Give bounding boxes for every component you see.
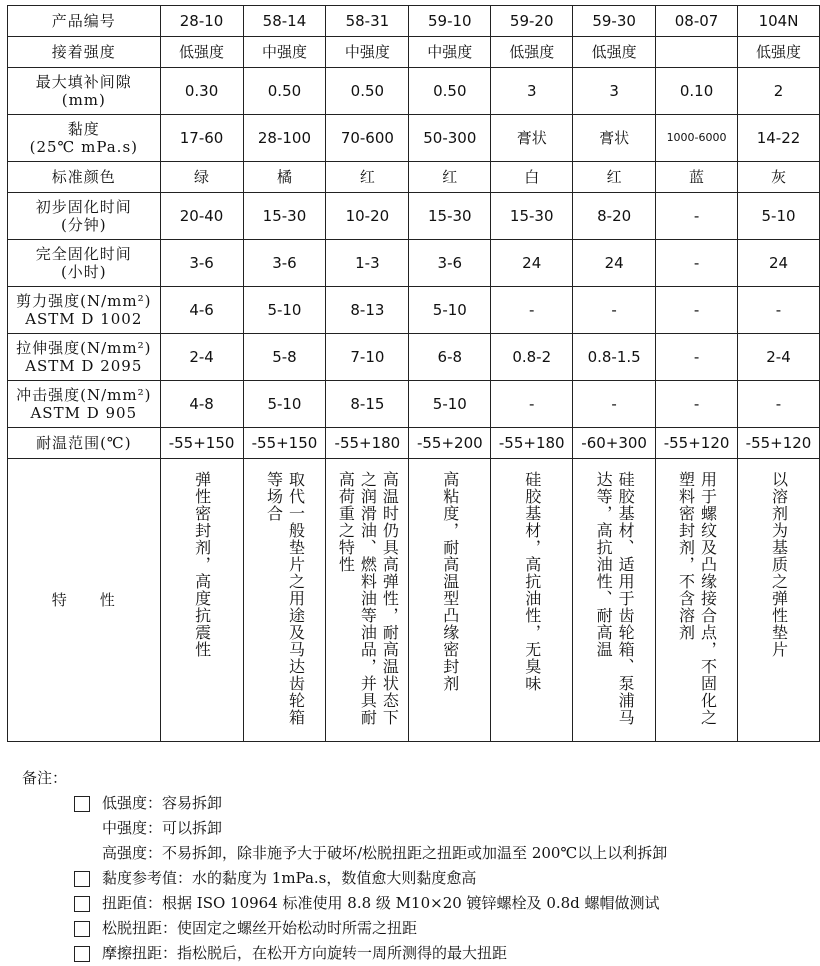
table-row bbox=[8, 240, 820, 287]
note-text: 摩擦扭距：指松脱后，在松开方向旋转一周所测得的最大扭距 bbox=[102, 944, 508, 962]
notes-section bbox=[22, 766, 667, 966]
feature-cell bbox=[491, 459, 573, 742]
row-label-line: (mm) bbox=[61, 91, 106, 109]
feature-cell bbox=[573, 459, 656, 742]
table-row bbox=[8, 334, 820, 381]
row-label-line: 剪力强度(N/mm²) bbox=[16, 292, 152, 310]
table-cell: 0.50 bbox=[409, 68, 491, 115]
table-cell: 15-30 bbox=[491, 193, 573, 240]
row-label bbox=[8, 115, 161, 162]
feature-cell bbox=[326, 459, 409, 742]
row-label-line: 黏度 bbox=[67, 120, 100, 138]
table-cell: 中强度 bbox=[409, 37, 491, 68]
row-label-line: 拉伸强度(N/mm²) bbox=[16, 339, 152, 357]
checkbox-icon bbox=[74, 796, 90, 812]
row-label-line: (小时) bbox=[60, 263, 107, 281]
checkbox-icon bbox=[74, 896, 90, 912]
table-cell: - bbox=[573, 287, 656, 334]
note-item bbox=[22, 791, 667, 816]
feature-cell bbox=[243, 459, 326, 742]
header-label: 产品编号 bbox=[8, 6, 161, 37]
table-cell: 14-22 bbox=[738, 115, 820, 162]
row-label bbox=[8, 334, 161, 381]
feature-text: 高粘度，耐高温型凸缘密封剂 bbox=[440, 471, 460, 692]
table-cell: -55+120 bbox=[656, 428, 738, 459]
table-cell: - bbox=[573, 381, 656, 428]
table-cell: 橘 bbox=[243, 162, 326, 193]
feature-text: 以溶剂为基质之弹性垫片 bbox=[769, 471, 789, 658]
table-cell: - bbox=[656, 287, 738, 334]
feature-text: 用于螺纹及凸缘接合点，不固化之塑料密封剂，不含溶剂 bbox=[676, 471, 718, 726]
table-cell: 3 bbox=[573, 68, 656, 115]
table-cell: - bbox=[738, 381, 820, 428]
table-cell: 28-100 bbox=[243, 115, 326, 162]
row-label bbox=[8, 37, 161, 68]
table-cell: -55+150 bbox=[243, 428, 326, 459]
table-row bbox=[8, 68, 820, 115]
table-cell: 4-6 bbox=[160, 287, 243, 334]
product-code: 08-07 bbox=[656, 6, 738, 37]
table-row bbox=[8, 162, 820, 193]
table-cell: 灰 bbox=[738, 162, 820, 193]
table-cell: 3-6 bbox=[243, 240, 326, 287]
checkbox-icon bbox=[74, 946, 90, 962]
table-cell: 70-600 bbox=[326, 115, 409, 162]
row-label-line: 初步固化时间 bbox=[35, 198, 132, 216]
note-item bbox=[22, 941, 667, 966]
table-cell: -60+300 bbox=[573, 428, 656, 459]
row-label bbox=[8, 193, 161, 240]
header-row bbox=[8, 6, 820, 37]
feature-cell bbox=[738, 459, 820, 742]
table-cell: 2-4 bbox=[160, 334, 243, 381]
table-cell: 3-6 bbox=[409, 240, 491, 287]
table-cell: -55+180 bbox=[326, 428, 409, 459]
note-text: 扭距值：根据 ISO 10964 标准使用 8.8 级 M10×20 镀锌螺栓及 0.8d 螺帽做测试 bbox=[102, 894, 660, 912]
table-cell: 24 bbox=[573, 240, 656, 287]
table-cell bbox=[656, 37, 738, 68]
row-label-line: ASTM D 905 bbox=[30, 404, 138, 422]
table-cell: 15-30 bbox=[409, 193, 491, 240]
table-cell: 0.8-2 bbox=[491, 334, 573, 381]
row-label bbox=[8, 68, 161, 115]
table-cell: 5-10 bbox=[738, 193, 820, 240]
table-cell: 50-300 bbox=[409, 115, 491, 162]
table-cell: 4-8 bbox=[160, 381, 243, 428]
table-cell: 1000-6000 bbox=[656, 115, 738, 162]
notes-title: 备注： bbox=[22, 769, 68, 787]
table-cell: - bbox=[656, 240, 738, 287]
note-item bbox=[22, 841, 667, 866]
note-item bbox=[22, 866, 667, 891]
product-code: 104N bbox=[738, 6, 820, 37]
table-cell: 膏状 bbox=[491, 115, 573, 162]
table-cell: 3-6 bbox=[160, 240, 243, 287]
row-label-line: 完全固化时间 bbox=[35, 245, 132, 263]
table-cell: - bbox=[656, 334, 738, 381]
checkbox-icon bbox=[74, 871, 90, 887]
table-cell: 红 bbox=[326, 162, 409, 193]
features-row bbox=[8, 459, 820, 742]
product-code: 59-20 bbox=[491, 6, 573, 37]
note-text: 高强度：不易拆卸，除非施予大于破坏/松脱扭距之扭距或加温至 200℃以上以利拆卸 bbox=[102, 844, 668, 862]
table-cell: 0.8-1.5 bbox=[573, 334, 656, 381]
table-cell: 0.10 bbox=[656, 68, 738, 115]
table-cell: 5-8 bbox=[243, 334, 326, 381]
table-cell: 中强度 bbox=[243, 37, 326, 68]
table-cell: 17-60 bbox=[160, 115, 243, 162]
table-cell: 膏状 bbox=[573, 115, 656, 162]
table-cell: -55+150 bbox=[160, 428, 243, 459]
note-text: 中强度：可以拆卸 bbox=[102, 819, 223, 837]
table-cell: 15-30 bbox=[243, 193, 326, 240]
spec-table bbox=[7, 5, 820, 742]
table-cell: 5-10 bbox=[243, 287, 326, 334]
table-cell: 低强度 bbox=[738, 37, 820, 68]
product-code: 28-10 bbox=[160, 6, 243, 37]
table-cell: -55+120 bbox=[738, 428, 820, 459]
table-cell: 8-13 bbox=[326, 287, 409, 334]
row-label-line: 接着强度 bbox=[51, 43, 116, 61]
table-cell: 3 bbox=[491, 68, 573, 115]
table-cell: 低强度 bbox=[160, 37, 243, 68]
table-cell: 白 bbox=[491, 162, 573, 193]
row-label bbox=[8, 287, 161, 334]
feature-text: 取代一般垫片之用途及马达齿轮箱等场合 bbox=[264, 471, 306, 726]
table-cell: 20-40 bbox=[160, 193, 243, 240]
table-row bbox=[8, 287, 820, 334]
checkbox-icon bbox=[74, 921, 90, 937]
table-cell: 红 bbox=[573, 162, 656, 193]
table-cell: - bbox=[738, 287, 820, 334]
note-item bbox=[22, 891, 667, 916]
note-text: 松脱扭距：使固定之螺丝开始松动时所需之扭距 bbox=[102, 919, 418, 937]
row-label bbox=[8, 240, 161, 287]
table-cell: 1-3 bbox=[326, 240, 409, 287]
table-cell: 10-20 bbox=[326, 193, 409, 240]
note-text: 低强度：容易拆卸 bbox=[102, 794, 223, 812]
feature-text: 硅胶基材、适用于齿轮箱、泵浦马达等，高抗油性、耐高温 bbox=[594, 471, 636, 726]
table-cell: 5-10 bbox=[409, 287, 491, 334]
table-cell: 8-20 bbox=[573, 193, 656, 240]
row-label-line: ASTM D 1002 bbox=[25, 310, 143, 328]
table-cell: - bbox=[491, 287, 573, 334]
table-cell: 红 bbox=[409, 162, 491, 193]
table-cell: 0.50 bbox=[243, 68, 326, 115]
table-cell: 蓝 bbox=[656, 162, 738, 193]
row-label-line: 耐温范围(℃) bbox=[36, 434, 132, 452]
note-item bbox=[22, 816, 667, 841]
product-code: 59-10 bbox=[409, 6, 491, 37]
table-cell: 5-10 bbox=[243, 381, 326, 428]
table-row bbox=[8, 37, 820, 68]
table-cell: - bbox=[656, 193, 738, 240]
table-cell: -55+180 bbox=[491, 428, 573, 459]
table-cell: - bbox=[656, 381, 738, 428]
feature-text: 弹性密封剂，高度抗震性 bbox=[192, 471, 212, 658]
feature-text: 硅胶基材，高抗油性，无臭味 bbox=[522, 471, 542, 692]
product-code: 59-30 bbox=[573, 6, 656, 37]
table-cell: 低强度 bbox=[573, 37, 656, 68]
feature-cell bbox=[160, 459, 243, 742]
table-cell: 7-10 bbox=[326, 334, 409, 381]
table-cell: 2 bbox=[738, 68, 820, 115]
table-cell: 0.50 bbox=[326, 68, 409, 115]
row-label bbox=[8, 381, 161, 428]
row-label-line: 最大填补间隙 bbox=[35, 73, 132, 91]
feature-cell bbox=[656, 459, 738, 742]
product-code: 58-31 bbox=[326, 6, 409, 37]
table-cell: 6-8 bbox=[409, 334, 491, 381]
row-label-line: 标准颜色 bbox=[51, 168, 116, 186]
table-cell: 中强度 bbox=[326, 37, 409, 68]
product-code: 58-14 bbox=[243, 6, 326, 37]
note-item bbox=[22, 916, 667, 941]
row-label-line: ASTM D 2095 bbox=[25, 357, 143, 375]
table-row bbox=[8, 428, 820, 459]
note-text: 黏度参考值：水的黏度为 1mPa.s，数值愈大则黏度愈高 bbox=[102, 869, 477, 887]
row-label-line: (分钟) bbox=[60, 216, 107, 234]
row-label bbox=[8, 162, 161, 193]
table-cell: 低强度 bbox=[491, 37, 573, 68]
table-cell: 8-15 bbox=[326, 381, 409, 428]
table-cell: 24 bbox=[491, 240, 573, 287]
features-label: 特 性 bbox=[8, 459, 161, 742]
table-cell: 24 bbox=[738, 240, 820, 287]
table-row bbox=[8, 115, 820, 162]
row-label-line: 冲击强度(N/mm²) bbox=[16, 386, 152, 404]
table-cell: 5-10 bbox=[409, 381, 491, 428]
table-cell: 绿 bbox=[160, 162, 243, 193]
table-cell: -55+200 bbox=[409, 428, 491, 459]
table-cell: 2-4 bbox=[738, 334, 820, 381]
feature-text: 高温时仍具高弹性，耐高温状态下之润滑油、燃料油等油品，并具耐高荷重之特性 bbox=[336, 471, 400, 726]
row-label bbox=[8, 428, 161, 459]
feature-cell bbox=[409, 459, 491, 742]
table-row bbox=[8, 381, 820, 428]
table-cell: - bbox=[491, 381, 573, 428]
table-row bbox=[8, 193, 820, 240]
table-cell: 0.30 bbox=[160, 68, 243, 115]
row-label-line: (25℃ mPa.s) bbox=[29, 138, 138, 156]
